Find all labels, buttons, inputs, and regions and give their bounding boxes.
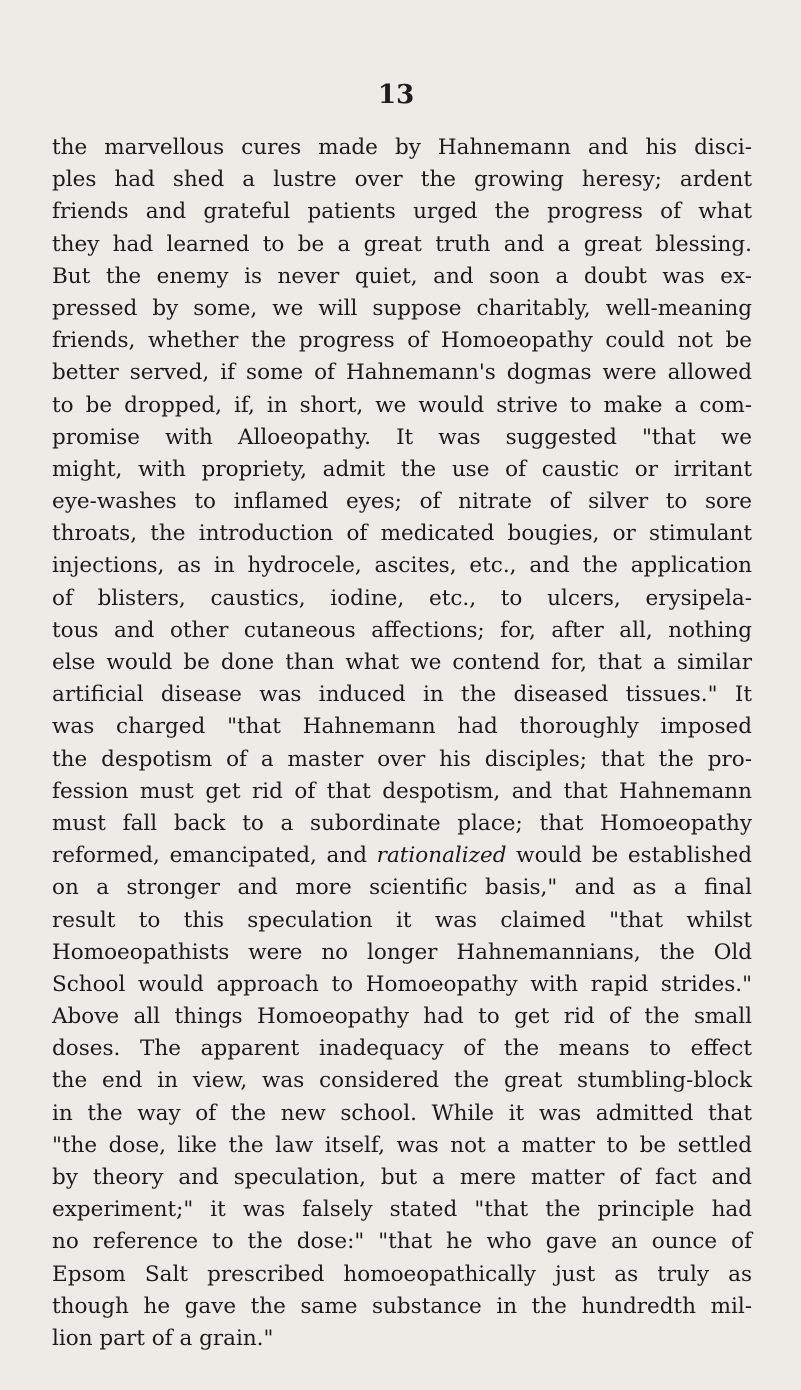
- text-line: pressed by some, we will suppose charitably, well-meaning: [52, 295, 752, 321]
- text-line: artificial disease was induced in the diseased tissues." It: [52, 682, 752, 708]
- text-line: to be dropped, if, in short, we would strive to make a com-: [52, 392, 752, 418]
- text-line: Above all things Homoeopathy had to get rid of the small: [52, 1004, 752, 1030]
- text-line: though he gave the same substance in the hundredth mil-: [52, 1293, 752, 1319]
- text-line: must fall back to a subordinate place; that Homoeopathy: [52, 810, 752, 836]
- text-line: on a stronger and more scientific basis," and as a final: [52, 875, 752, 901]
- text-line: experiment;" it was falsely stated "that the principle had: [52, 1197, 752, 1223]
- text-line: lion part of a grain.": [52, 1325, 274, 1351]
- text-line: they had learned to be a great truth and a great blessing.: [52, 231, 752, 257]
- text-line: eye-washes to inflamed eyes; of nitrate of silver to sore: [52, 489, 752, 515]
- text-line: else would be done than what we contend for, that a similar: [52, 650, 752, 675]
- text-line: But the enemy is never quiet, and soon a doubt was ex-: [52, 263, 752, 289]
- text-line: the end in view, was considered the great stumbling-block: [52, 1068, 752, 1094]
- text-line: School would approach to Homoeopathy with rapid strides.": [52, 971, 752, 997]
- text-line: by theory and speculation, but a mere matter of fact and: [52, 1165, 752, 1190]
- body-text: [52, 132, 752, 1355]
- text-line: injections, as in hydrocele, ascites, etc., and the application: [52, 553, 752, 579]
- text-line: was charged "that Hahnemann had thoroughly imposed: [52, 714, 752, 740]
- page-number: 13: [378, 80, 415, 110]
- text-line: the marvellous cures made by Hahnemann and his disci-: [52, 135, 752, 160]
- text-line: Epsom Salt prescribed homoeopathically just as truly as: [52, 1261, 752, 1287]
- text-line: throats, the introduction of medicated bougies, or stimulant: [52, 521, 752, 547]
- text-line: friends, whether the progress of Homoeopathy could not be: [52, 328, 752, 354]
- text-line: "the dose, like the law itself, was not a matter to be settled: [52, 1132, 752, 1158]
- text-line: the despotism of a master over his disciples; that the pro-: [52, 746, 752, 772]
- italic-word: rationalized: [376, 843, 507, 869]
- text-line: might, with propriety, admit the use of caustic or irritant: [52, 456, 752, 482]
- text-line: [52, 840, 752, 872]
- text-line: in the way of the new school. While it was admitted that: [52, 1100, 752, 1126]
- text-line: tous and other cutaneous affections; for, after all, nothing: [52, 617, 752, 643]
- text-run: would be established: [506, 843, 752, 869]
- text-line: friends and grateful patients urged the progress of what: [52, 199, 752, 225]
- text-line: ples had shed a lustre over the growing heresy; ardent: [52, 167, 752, 193]
- text-run: reformed, emancipated, and: [52, 843, 377, 869]
- text-line: result to this speculation it was claimed "that whilst: [52, 907, 752, 933]
- text-line: fession must get rid of that despotism, and that Hahnemann: [52, 778, 752, 804]
- text-line: better served, if some of Hahnemann's dogmas were allowed: [52, 360, 752, 386]
- text-line: no reference to the dose:" "that he who gave an ounce of: [52, 1229, 752, 1255]
- text-line: promise with Alloeopathy. It was suggested "that we: [52, 424, 752, 450]
- text-line: doses. The apparent inadequacy of the means to effect: [52, 1036, 752, 1062]
- text-line: of blisters, caustics, iodine, etc., to ulcers, erysipela-: [52, 585, 752, 611]
- text-line: Homoeopathists were no longer Hahnemannians, the Old: [52, 939, 752, 965]
